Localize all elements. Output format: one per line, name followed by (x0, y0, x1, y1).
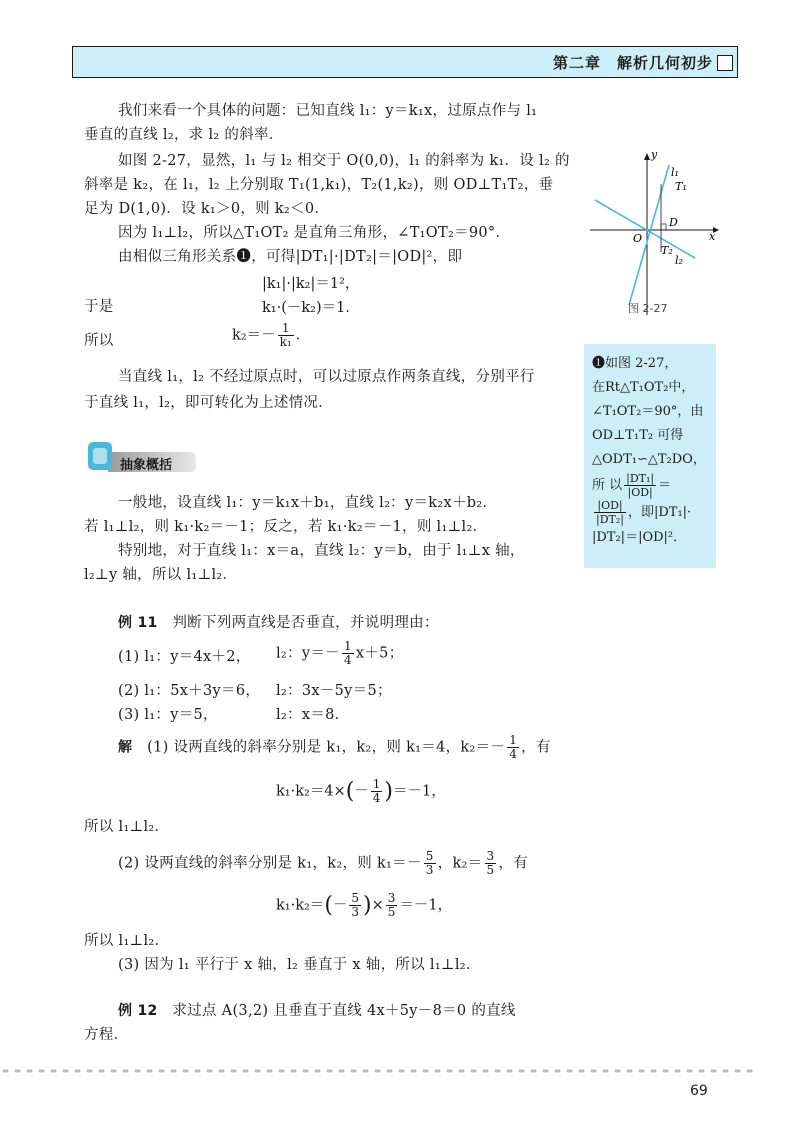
side-note-fraction-2: $\frac{|OD|}{\text{|DT₂|}}$ (596, 499, 624, 526)
summary-line-2: 若 l₁⊥l₂，则 k₁·k₂＝－1；反之，若 k₁·k₂＝－1，则 l₁⊥l₂． (84, 519, 488, 535)
page-number: 69 (690, 1083, 708, 1099)
side-note-line-2: 在Rt△T₁OT₂中， (592, 380, 695, 395)
solution-11-part1: 解 (1) 设两直线的斜率分别是 k₁，k₂，则 k₁＝4，k₂＝－ $\frac{1}{4}$ ，有 (118, 733, 551, 761)
side-note-line-7: $\frac{|OD|}{\text{|DT₂|}}$ ，即|DT₁|· (596, 499, 692, 526)
intro-line-3: 如图 2-27，显然，l₁ 与 l₂ 相交于 O(0,0)，l₁ 的斜率为 k₁．设 l₂ 的 (118, 153, 570, 169)
ex11-part2-l1: (2) l₁：5x＋3y＝6， (118, 683, 261, 699)
l1-label: l₁ (671, 166, 679, 179)
summary-heading-badge (86, 440, 198, 474)
equation-3-fraction: $\frac{1}{\text{k₁}}$ (279, 321, 292, 349)
ex11-part1-fraction: $\frac{1}{4}$ (343, 639, 352, 667)
solution-11-equation-1: k₁·k₂＝4×(－ $\frac{1}{4}$ )＝－1， (276, 777, 446, 805)
equation-1: |k₁|·|k₂|＝1²， (262, 276, 360, 292)
intro-line-2: 垂直的直线 l₂，求 l₂ 的斜率． (84, 127, 284, 143)
example-11-label: 例 11 (118, 615, 158, 631)
d-label: D (669, 216, 678, 229)
side-note-line-1: ❶如图 2-27， (592, 356, 678, 371)
side-note-fraction-1: $\frac{\text{|DT₁|}}{|OD|}$ (626, 472, 655, 499)
example-12: 例 12 求过点 A(3,2) 且垂直于直线 4x＋5y－8＝0 的直线 (118, 1003, 516, 1019)
solution-11-eq2-fraction-2: $\frac{3}{5}$ (387, 891, 396, 919)
y-label: y (651, 148, 658, 161)
intro-line-5: 足为 D(1,0)．设 k₁＞0，则 k₂＜0． (84, 201, 330, 217)
intro-line-9: 于直线 l₁，l₂，即可转化为上述情况． (84, 395, 334, 411)
l2-label: l₂ (675, 254, 683, 267)
x-label: x (709, 230, 716, 243)
summary-heading: 抽象概括 (120, 458, 173, 473)
example-12-label: 例 12 (118, 1003, 158, 1019)
ex11-part1-l1: (1) l₁：y＝4x＋2， (118, 649, 251, 665)
ex11-part3-l1: (3) l₁：y＝5， (118, 707, 218, 723)
summary-line-4: l₂⊥y 轴，所以 l₁⊥l₂． (84, 567, 238, 583)
intro-line-6: 因为 l₁⊥l₂，所以△T₁OT₂ 是直角三角形，∠T₁OT₂＝90°． (118, 225, 511, 241)
yushi-label: 于是 (84, 299, 114, 315)
example-11: 例 11 判断下列两直线是否垂直，并说明理由： (118, 615, 439, 631)
solution-11-eq1-fraction: $\frac{1}{4}$ (372, 777, 381, 805)
solution-label: 解 (118, 739, 133, 756)
summary-line-1: 一般地，设直线 l₁：y＝k₁x＋b₁，直线 l₂：y＝k₂x＋b₂． (118, 495, 498, 511)
solution-11-part2: (2) 设两直线的斜率分别是 k₁，k₂，则 k₁＝－ $\frac{5}{3}$ ，k₂＝ $\frac{3}{5}$ ，有 (118, 849, 529, 877)
suoyi-label: 所以 (84, 333, 114, 349)
right-angle-mark-icon (661, 224, 666, 230)
ex11-part1-l2: l₂：y＝－ $\frac{1}{4}$ x＋5； (276, 639, 404, 667)
figure-caption: 图 2-27 (628, 302, 668, 315)
side-note-line-8: |DT₂|＝|OD|²． (592, 530, 687, 545)
chapter-title: 第二章 解析几何初步 (552, 54, 713, 72)
t2-label: T₂ (661, 244, 673, 257)
solution-11-fraction: $\frac{1}{4}$ (509, 733, 518, 761)
side-note (584, 344, 716, 568)
ex11-part2-l2: l₂：3x－5y＝5； (276, 683, 392, 699)
header-square-icon (717, 55, 733, 71)
solution-11-conclusion-2: 所以 l₁⊥l₂． (84, 933, 170, 949)
o-label: O (633, 232, 643, 245)
solution-11-conclusion-1: 所以 l₁⊥l₂． (84, 819, 170, 835)
equation-2: k₁·(－k₂)＝1． (262, 300, 360, 316)
solution-11-equation-2: k₁·k₂＝(－ $\frac{5}{3}$ )× $\frac{3}{5}$ ＝－1， (276, 891, 453, 919)
solution-11-part3: (3) 因为 l₁ 平行于 x 轴，l₂ 垂直于 x 轴，所以 l₁⊥l₂． (118, 957, 481, 973)
solution-11-k2-fraction: $\frac{3}{5}$ (486, 849, 495, 877)
side-note-line-5: △ODT₁∽△T₂DO， (592, 452, 706, 467)
side-note-line-6: 所 以 $\frac{\text{|DT₁|}}{|OD|}$ ＝ (592, 472, 672, 499)
side-note-line-4: OD⊥T₁T₂ 可得 (592, 428, 684, 443)
intro-line-8: 当直线 l₁，l₂ 不经过原点时，可以过原点作两条直线，分别平行 (118, 369, 535, 385)
footer-dotted-rule (0, 1068, 800, 1074)
chapter-header-bar (72, 46, 738, 78)
intro-line-1: 我们来看一个具体的问题：已知直线 l₁：y＝k₁x，过原点作与 l₁ (118, 103, 538, 119)
intro-line-4: 斜率是 k₂，在 l₁，l₂ 上分别取 T₁(1,k₁)，T₂(1,k₂)，则 OD⊥T₁T₂，垂 (84, 177, 554, 193)
intro-line-7: 由相似三角形关系❶，可得|DT₁|·|DT₂|＝|OD|²，即 (118, 249, 463, 265)
ex11-part3-l2: l₂：x＝8． (276, 707, 350, 723)
equation-3: k₂＝－ $\frac{1}{\text{k₁}}$ ． (232, 321, 311, 349)
example-12-line-2: 方程． (84, 1027, 129, 1043)
figure-2-27 (585, 140, 725, 320)
y-axis-arrow-icon (644, 153, 650, 160)
summary-line-3: 特别地，对于直线 l₁：x＝a，直线 l₂：y＝b，由于 l₁⊥x 轴， (118, 543, 525, 559)
solution-11-eq2-fraction-1: $\frac{5}{3}$ (351, 891, 360, 919)
side-note-line-3: ∠T₁OT₂＝90°，由 (592, 404, 704, 419)
solution-11-k1-fraction: $\frac{5}{3}$ (425, 849, 434, 877)
t1-label: T₁ (675, 180, 687, 193)
